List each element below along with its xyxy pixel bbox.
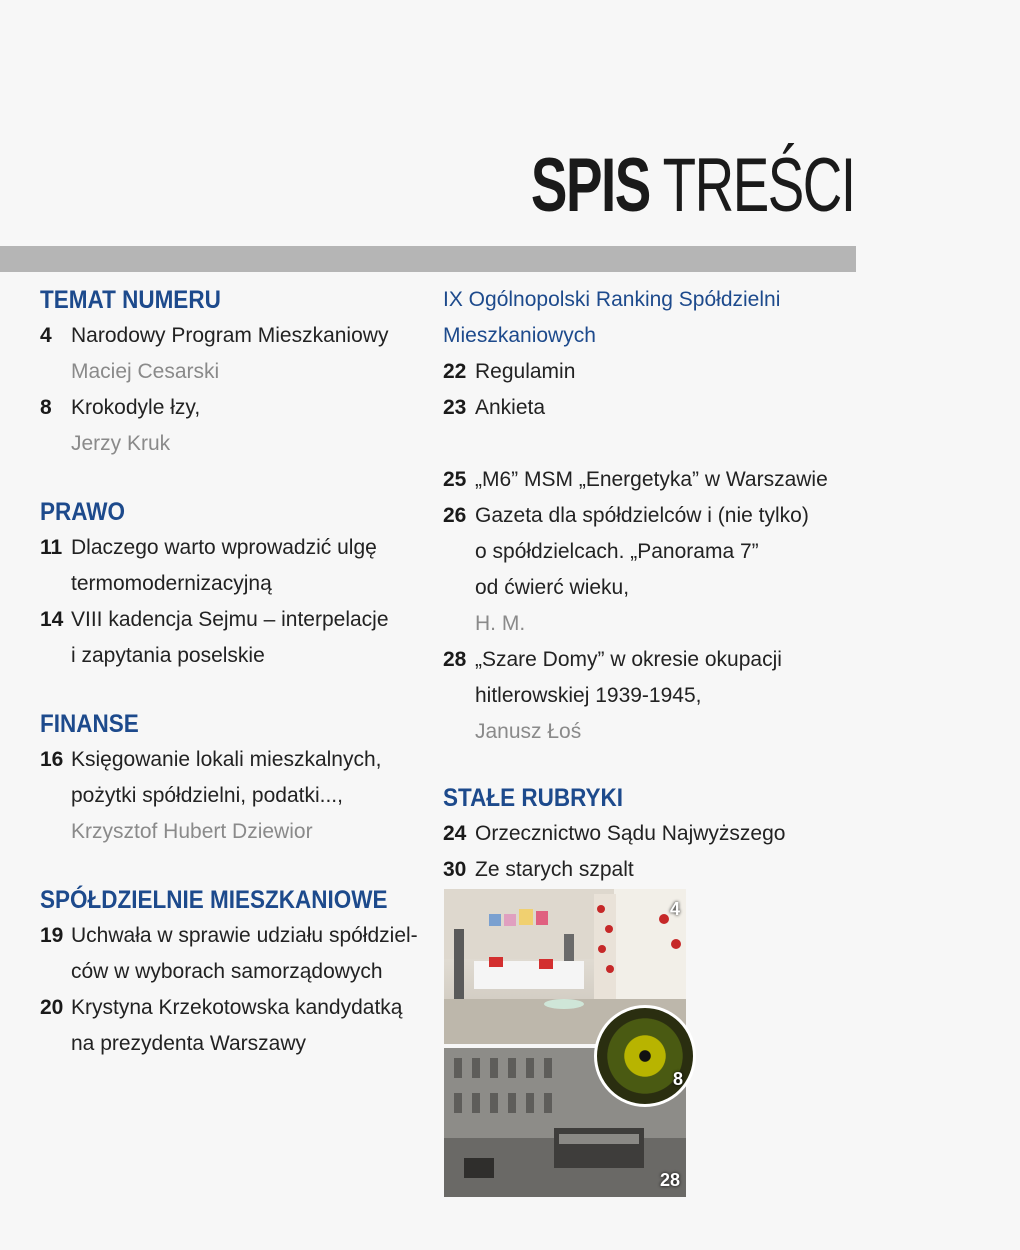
entry-text	[71, 390, 200, 462]
entry-text	[475, 390, 545, 426]
entry-text	[71, 742, 381, 850]
section-heading: PRAWO	[40, 498, 126, 526]
entry-line: termomodernizacyjną	[71, 572, 272, 595]
entry-line: Księgowanie lokali mieszkalnych,	[71, 748, 382, 771]
toc-entry[interactable]	[443, 354, 843, 390]
entry-line: Krokodyle łzy,	[71, 396, 201, 419]
page-number: 28	[443, 648, 467, 671]
entry-text	[475, 816, 785, 852]
toc-entry[interactable]	[443, 642, 843, 750]
entry-author: Krzysztof Hubert Dziewior	[71, 820, 313, 843]
toc-section	[40, 882, 420, 1062]
entry-line: pożytki spółdzielni, podatki...,	[71, 784, 343, 807]
entry-line: Krystyna Krzekotowska kandydatką	[71, 996, 403, 1019]
page-number: 19	[40, 924, 64, 947]
photo-collage	[444, 889, 686, 1197]
page-number: 26	[443, 504, 467, 527]
section-heading: STAŁE RUBRYKI	[443, 784, 623, 812]
toc-entry[interactable]	[443, 852, 843, 888]
entry-line: Orzecznictwo Sądu Najwyższego	[475, 822, 786, 845]
page-title	[531, 143, 855, 228]
entry-text	[71, 318, 388, 390]
page-badge: 4	[669, 899, 680, 919]
entry-line: Gazeta dla spółdzielców i (nie tylko)	[475, 504, 809, 527]
entry-author: Jerzy Kruk	[71, 432, 171, 455]
entry-author: H. M.	[475, 612, 526, 635]
entry-line: Dlaczego warto wprowadzić ulgę	[71, 536, 377, 559]
left-column	[40, 282, 420, 1094]
entry-text	[475, 462, 828, 498]
entry-line: ców w wyborach samorządowych	[71, 960, 383, 983]
page-number: 25	[443, 468, 467, 491]
entry-line: na prezydenta Warszawy	[71, 1032, 306, 1055]
toc-entry[interactable]	[40, 318, 420, 390]
page-number: 16	[40, 748, 64, 771]
entry-line: „Szare Domy” w okresie okupacji	[475, 648, 782, 671]
title-bold: SPIS	[531, 143, 651, 228]
entry-text	[475, 354, 575, 390]
entry-author: Janusz Łoś	[475, 720, 582, 743]
toc-entry[interactable]	[40, 918, 420, 990]
entry-line: i zapytania poselskie	[71, 644, 265, 667]
page-number: 14	[40, 608, 64, 631]
toc-section	[40, 706, 420, 850]
page-number: 8	[40, 396, 52, 419]
entry-text	[71, 990, 403, 1062]
entry-line: hitlerowskiej 1939-1945,	[475, 684, 702, 707]
ranking-title-line: IX Ogólnopolski Ranking Spółdzielni	[443, 288, 781, 311]
entry-text	[475, 498, 809, 642]
page-number: 23	[443, 396, 467, 419]
entry-text	[71, 602, 389, 674]
page-number: 22	[443, 360, 467, 383]
entry-line: o spółdzielcach. „Panorama 7”	[475, 540, 759, 563]
entry-line: Narodowy Program Mieszkaniowy	[71, 324, 389, 347]
toc-entry[interactable]	[443, 390, 843, 426]
page-number: 11	[40, 536, 63, 559]
entry-line: Ankieta	[475, 396, 546, 419]
toc-entry[interactable]	[443, 462, 843, 498]
page-number: 30	[443, 858, 467, 881]
page-number: 24	[443, 822, 467, 845]
crocodile-eye-photo	[594, 1005, 696, 1107]
entry-line: „M6” MSM „Energetyka” w Warszawie	[475, 468, 828, 491]
title-normal: TREŚCI	[662, 143, 855, 228]
page-number: 4	[40, 324, 52, 347]
entry-text	[475, 852, 634, 888]
entry-line: VIII kadencja Sejmu – interpelacje	[71, 608, 389, 631]
entry-line: Uchwała w sprawie udziału spółdziel-	[71, 924, 418, 947]
ranking-title	[443, 282, 843, 354]
entry-author: Maciej Cesarski	[71, 360, 220, 383]
section-heading: TEMAT NUMERU	[40, 286, 221, 314]
right-column	[443, 282, 843, 888]
entry-text	[475, 642, 782, 750]
toc-entry[interactable]	[40, 390, 420, 462]
page-badge: 8	[672, 1069, 683, 1089]
toc-entry[interactable]	[40, 602, 420, 674]
ranking-title-line: Mieszkaniowych	[443, 324, 596, 347]
entry-text	[71, 530, 377, 602]
page-badge: 28	[659, 1170, 680, 1190]
entry-line: Regulamin	[475, 360, 576, 383]
header-band	[0, 246, 856, 272]
toc-section	[40, 494, 420, 674]
section-heading: SPÓŁDZIELNIE MIESZKANIOWE	[40, 886, 388, 914]
toc-entry[interactable]	[40, 742, 420, 850]
toc-entry[interactable]	[443, 816, 843, 852]
entry-line: Ze starych szpalt	[475, 858, 634, 881]
toc-entry[interactable]	[443, 498, 843, 642]
toc-section	[40, 282, 420, 462]
section-heading: FINANSE	[40, 710, 139, 738]
entry-text	[71, 918, 418, 990]
page-number: 20	[40, 996, 64, 1019]
toc-entry[interactable]	[40, 530, 420, 602]
toc-entry[interactable]	[40, 990, 420, 1062]
entry-line: od ćwierć wieku,	[475, 576, 630, 599]
